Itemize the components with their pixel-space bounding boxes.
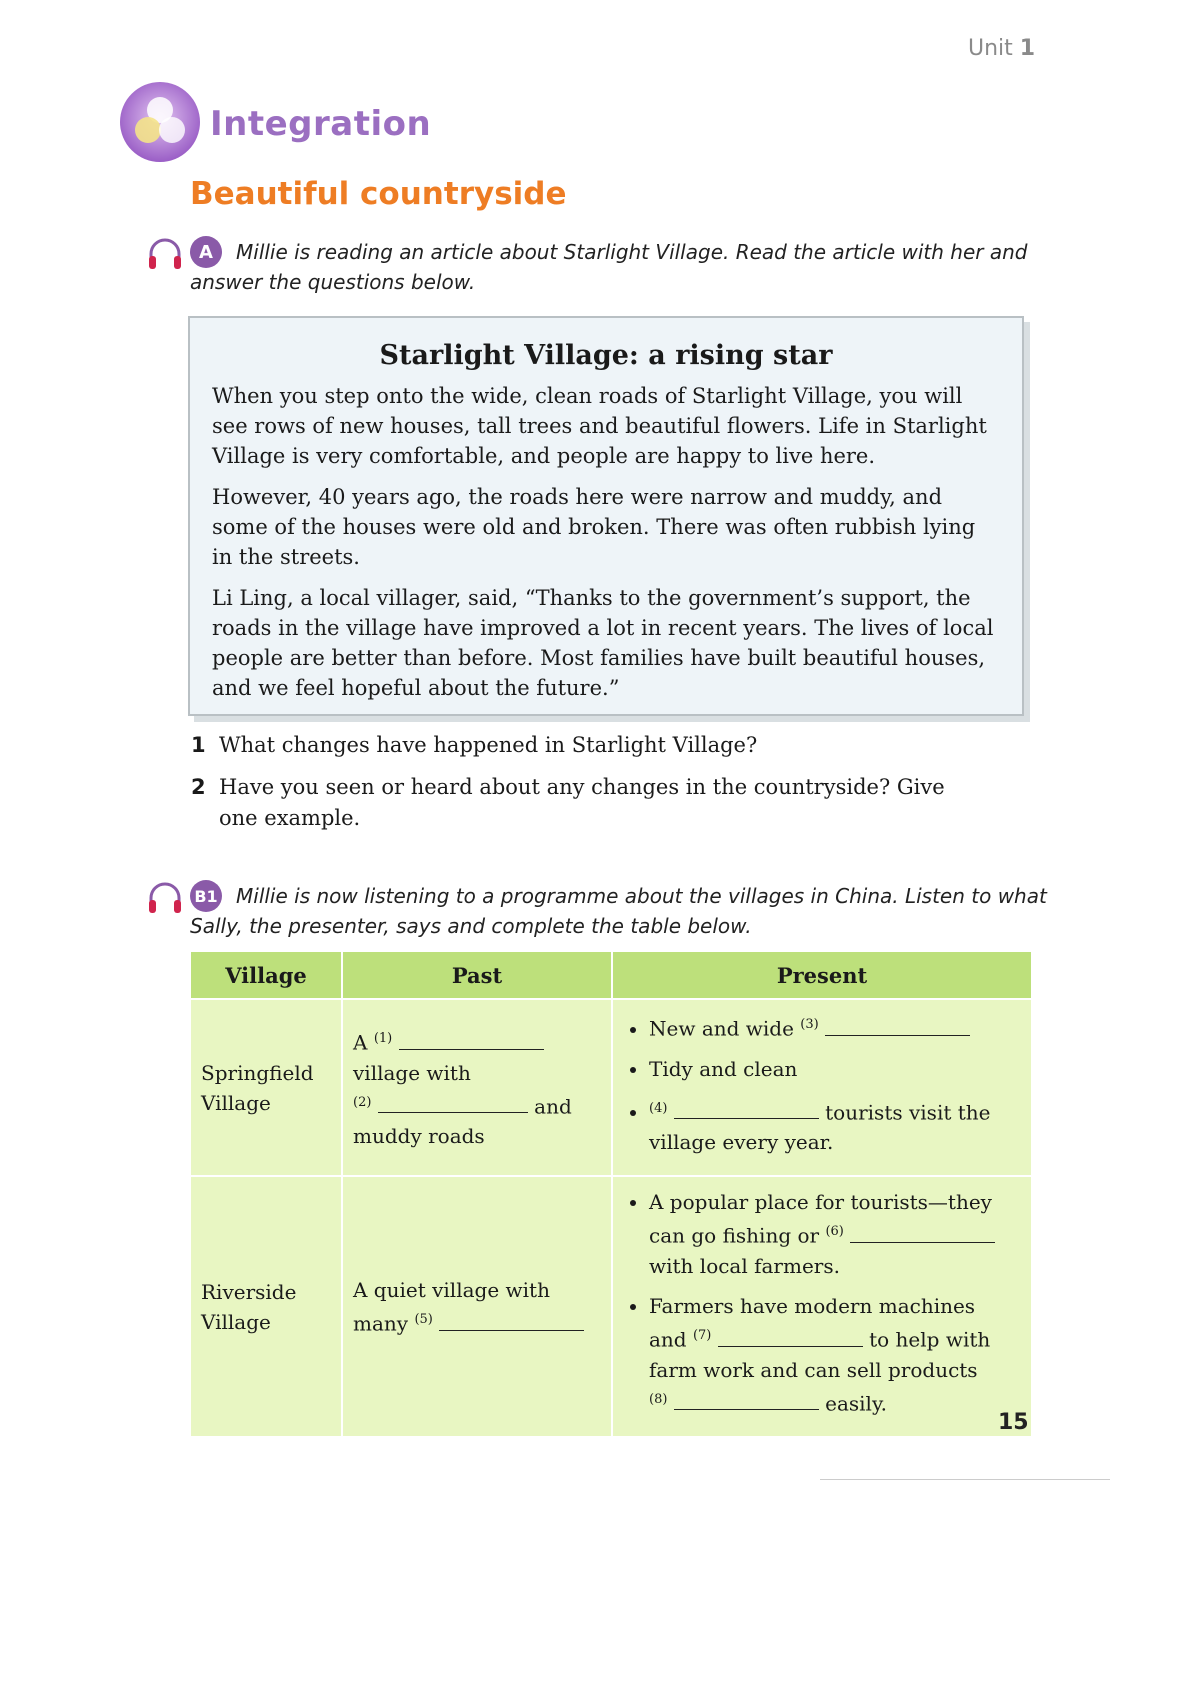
blank-4[interactable] [674,1100,819,1119]
article-paragraph-3: Li Ling, a local villager, said, “Thanks to the government’s support, the roads in the village have improved a lot in recent years. The lives of local people are better than before. Most families have built beautiful houses, and we feel hopeful about the future.” [212,586,994,700]
table-row [191,999,1031,1176]
headphones-icon[interactable] [146,880,184,916]
question-number: 2 [191,775,206,799]
part-b1-instruction-line1: Millie is now listening to a programme about the villages in China. Listen to what [236,884,1047,908]
table-header-row [191,952,1031,999]
village-cell: Riverside Village [191,1176,342,1436]
question-2 [191,772,981,834]
headphones-icon[interactable] [146,236,184,272]
blank-8[interactable] [674,1391,819,1410]
question-1 [191,730,981,761]
part-a-instruction-line2: answer the questions below. [190,270,476,294]
footer-divider [820,1479,1110,1480]
past-cell: A quiet village with many $^{(5)}$ [342,1176,612,1436]
header-village: Village [191,952,342,999]
present-cell: • New and wide $^{(3)}$ • Tidy and clean • $^{(4)}$ tourists visit the village every year. [612,999,1031,1176]
blank-7[interactable] [718,1328,863,1347]
part-b1-badge: B1 [190,880,222,912]
blank-6[interactable] [850,1224,995,1243]
article-title: Starlight Village: a rising star [379,340,833,371]
unit-label: Unit 1 [968,36,1036,61]
part-b1-instruction-line2: Sally, the presenter, says and complete the table below. [190,914,752,938]
villages-table [191,952,1031,1436]
question-text: What changes have happened in Starlight Village? [219,733,758,757]
section-title: Beautiful countryside [190,176,567,212]
integration-heading: Integration [210,104,432,144]
article-box [188,316,1024,716]
part-a-instruction-line1: Millie is reading an article about Starlight Village. Read the article with her and [236,240,1028,264]
blank-2[interactable] [378,1094,528,1113]
integration-logo-icon [118,80,202,164]
article-paragraph-1: When you step onto the wide, clean roads of Starlight Village, you will see rows of new houses, tall trees and beautiful flowers. Life in Starlight Village is very comfortable, and people are happy to live here. [212,384,987,468]
past-cell: A $^{(1)}$ village with $^{(2)}$ and muddy roads [342,999,612,1176]
page-number: 15 [998,1410,1029,1435]
present-cell: • A popular place for tourists—they can go fishing or $^{(6)}$ with local farmers. • Farmers have modern machines and $^{(7)}$ to help with farm work and can sell products $^{(8)}$ easily. [612,1176,1031,1436]
question-number: 1 [191,733,206,757]
question-text: Have you seen or heard about any changes in the countryside? Give one example. [219,775,945,830]
blank-5[interactable] [439,1312,584,1331]
village-cell: Springfield Village [191,999,342,1176]
article-paragraph-2: However, 40 years ago, the roads here were narrow and muddy, and some of the houses were old and broken. There was often rubbish lying in the streets. [212,485,976,569]
header-present: Present [612,952,1031,999]
header-past: Past [342,952,612,999]
part-a-badge: A [190,236,222,268]
table-row [191,1176,1031,1436]
blank-3[interactable] [825,1017,970,1036]
unit-number: 1 [1019,36,1036,61]
blank-1[interactable] [399,1031,544,1050]
